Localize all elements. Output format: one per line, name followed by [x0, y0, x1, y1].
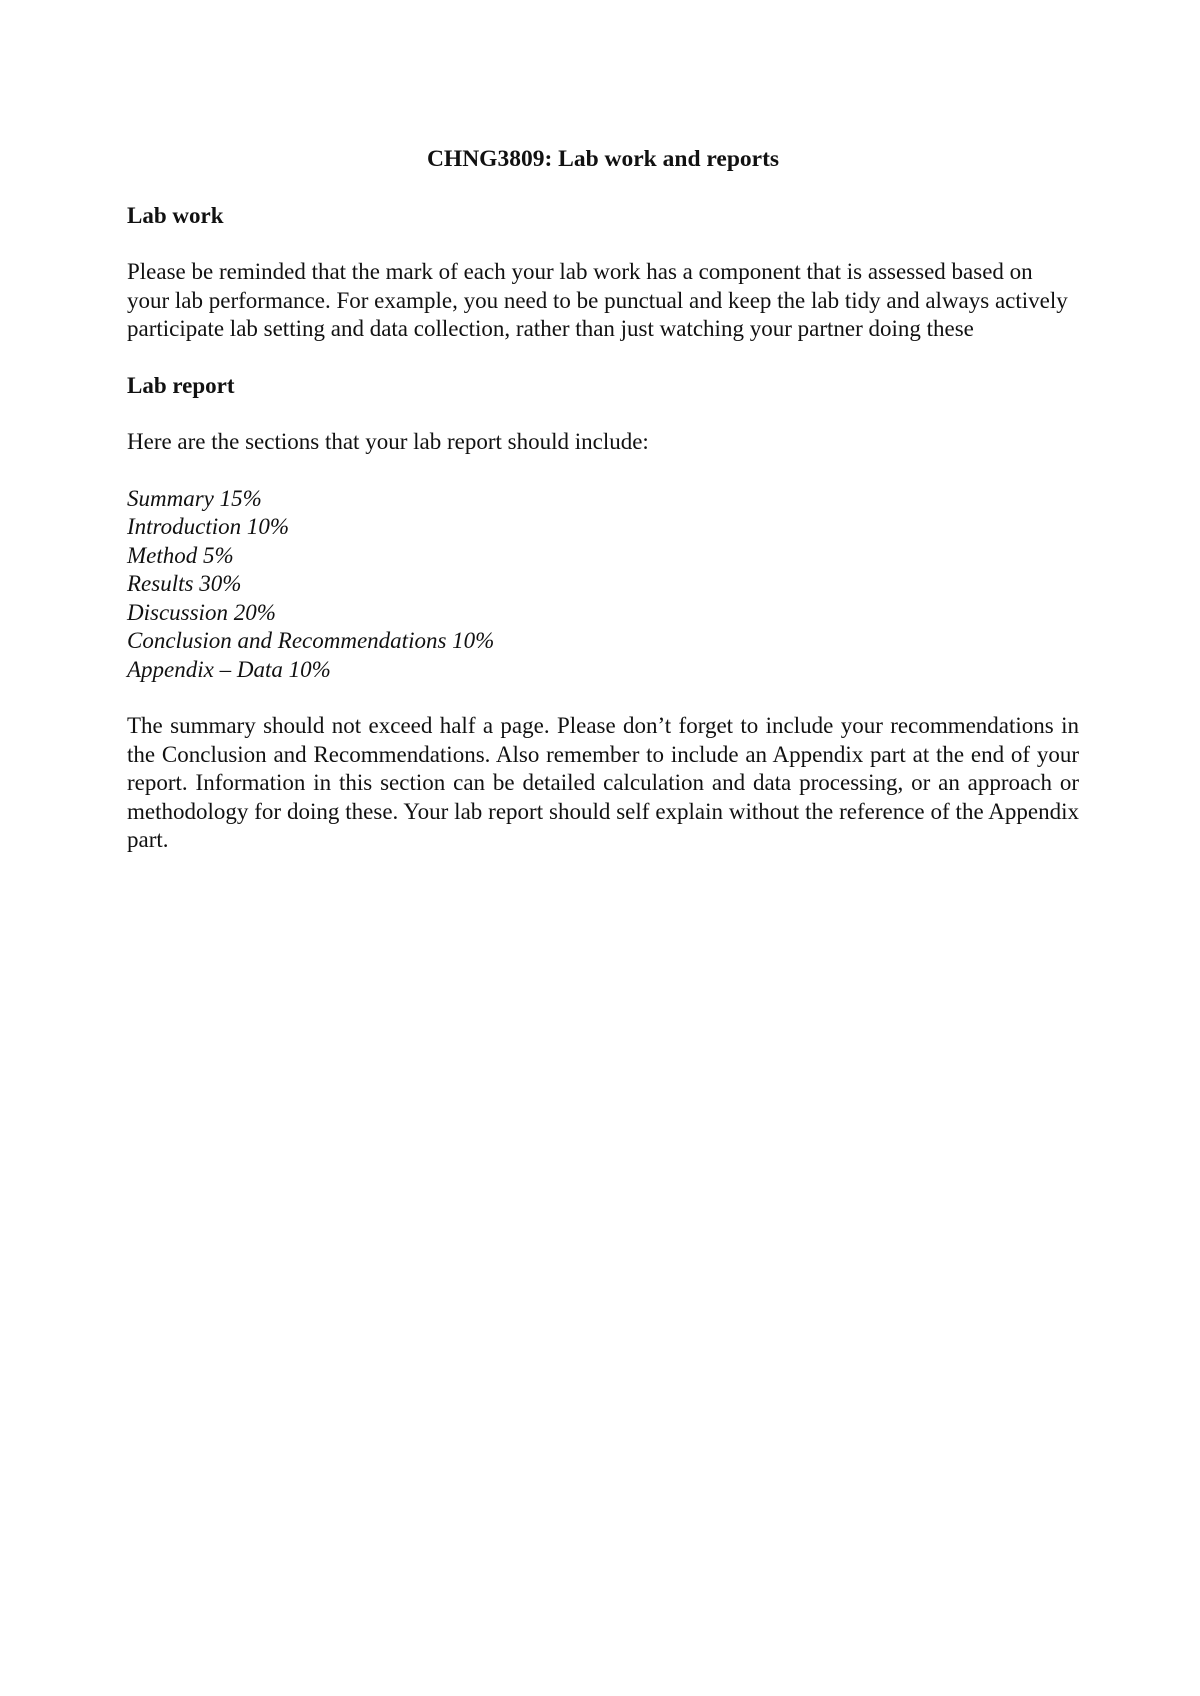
- lab-report-closing-paragraph: The summary should not exceed half a page. Please don’t forget to include your recommendations in the Conclusion and Recommendations. Also remember to include an Appendix part at the end of your report. Information in this section can be detailed calculation and data processing, or an approach or methodology for doing these. Your lab report should self explain without the reference of the Appendix part.: [127, 713, 1079, 852]
- section-item-method: Method 5%: [127, 542, 234, 568]
- lab-work-paragraph: Please be reminded that the mark of each your lab work has a component that is assessed based on your lab performance. For example, you need to be punctual and keep the lab tidy and always actively participate lab setting and data collection, rather than just watching your partner doing these: [127, 259, 1068, 341]
- section-item-appendix: Appendix – Data 10%: [127, 656, 331, 682]
- section-item-summary: Summary 15%: [127, 485, 262, 511]
- document-content: [127, 145, 1079, 883]
- lab-work-heading: Lab work: [127, 202, 224, 228]
- section-item-discussion: Discussion 20%: [127, 599, 276, 625]
- section-item-conclusion: Conclusion and Recommendations 10%: [127, 628, 495, 653]
- document-title: CHNG3809: Lab work and reports: [426, 146, 780, 172]
- lab-report-intro: Here are the sections that your lab report should include:: [127, 429, 649, 454]
- lab-report-heading: Lab report: [127, 372, 235, 398]
- section-item-results: Results 30%: [127, 571, 242, 596]
- section-item-introduction: Introduction 10%: [127, 514, 290, 539]
- report-sections-list: [127, 485, 1079, 685]
